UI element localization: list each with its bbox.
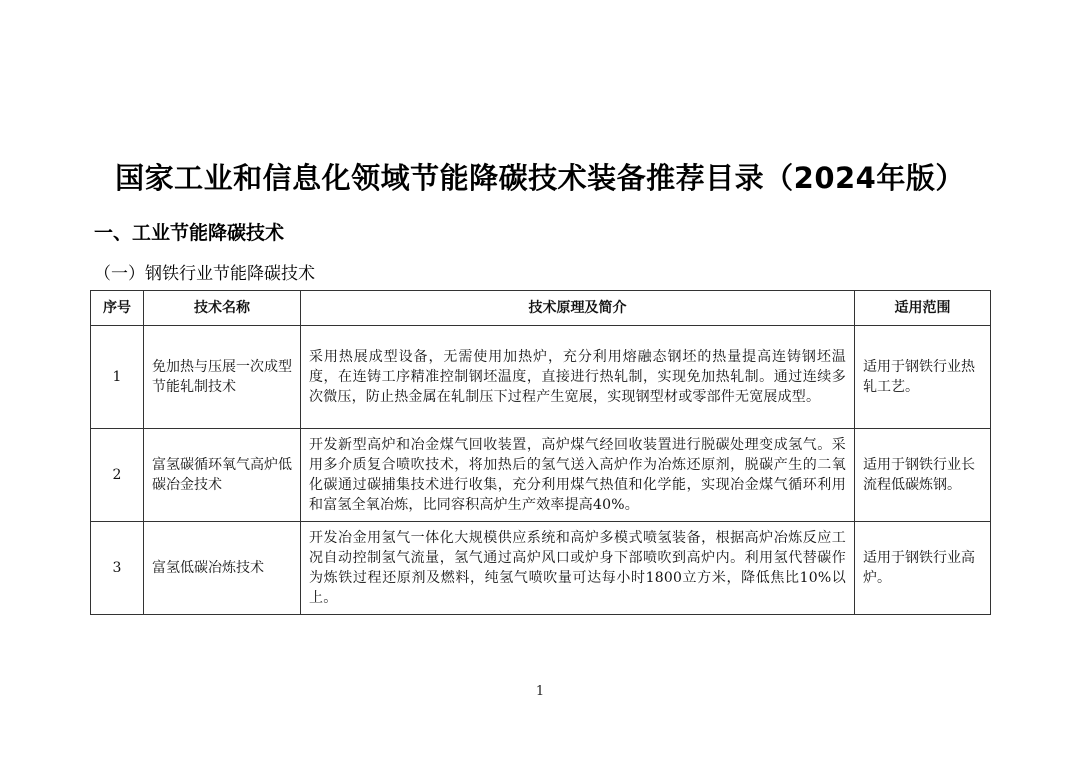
cell-description: 开发冶金用氢气一体化大规模供应系统和高炉多模式喷氢装备，根据高炉冶炼反应工况自动控制氢气流量，氢气通过高炉风口或炉身下部喷吹到高炉内。利用氢代替碳作为炼铁过程还原剂及燃料，纯氢气喷吹量可达每小时1800立方米，降低焦比10%以上。 xyxy=(301,522,855,615)
cell-scope: 适用于钢铁行业高炉。 xyxy=(855,522,991,615)
cell-scope: 适用于钢铁行业热轧工艺。 xyxy=(855,326,991,429)
cell-serial-number: 3 xyxy=(91,522,144,615)
table-row xyxy=(91,326,991,429)
section-heading: 一、工业节能降碳技术 xyxy=(94,222,285,244)
header-scope: 适用范围 xyxy=(855,291,991,326)
header-principle-description: 技术原理及简介 xyxy=(301,291,855,326)
table-row xyxy=(91,522,991,615)
header-serial-number: 序号 xyxy=(91,291,144,326)
cell-technology-name: 富氢碳循环氧气高炉低碳冶金技术 xyxy=(144,429,301,522)
cell-description: 开发新型高炉和冶金煤气回收装置，高炉煤气经回收装置进行脱碳处理变成氢气。采用多介质复合喷吹技术，将加热后的氢气送入高炉作为冶炼还原剂，脱碳产生的二氧化碳通过碳捕集技术进行收集，充分利用煤气热值和化学能，实现冶金煤气循环利用和富氢全氧冶炼，比同容积高炉生产效率提高40%。 xyxy=(301,429,855,522)
page-number: 1 xyxy=(535,684,545,699)
document-title: 国家工业和信息化领域节能降碳技术装备推荐目录（2024年版） xyxy=(115,161,965,195)
cell-serial-number: 2 xyxy=(91,429,144,522)
table-row xyxy=(91,429,991,522)
technology-table xyxy=(90,290,991,615)
cell-scope: 适用于钢铁行业长流程低碳炼钢。 xyxy=(855,429,991,522)
header-technology-name: 技术名称 xyxy=(144,291,301,326)
cell-serial-number: 1 xyxy=(91,326,144,429)
cell-description: 采用热展成型设备，无需使用加热炉，充分利用熔融态钢坯的热量提高连铸钢坯温度，在连铸工序精准控制钢坯温度，直接进行热轧制，实现免加热轧制。通过连续多次微压，防止热金属在轧制压下过程产生宽展，实现钢型材或零部件无宽展成型。 xyxy=(301,326,855,429)
table-header-row xyxy=(91,291,991,326)
cell-technology-name: 富氢低碳冶炼技术 xyxy=(144,522,301,615)
cell-technology-name: 免加热与压展一次成型节能轧制技术 xyxy=(144,326,301,429)
subsection-heading: （一）钢铁行业节能降碳技术 xyxy=(94,264,315,284)
